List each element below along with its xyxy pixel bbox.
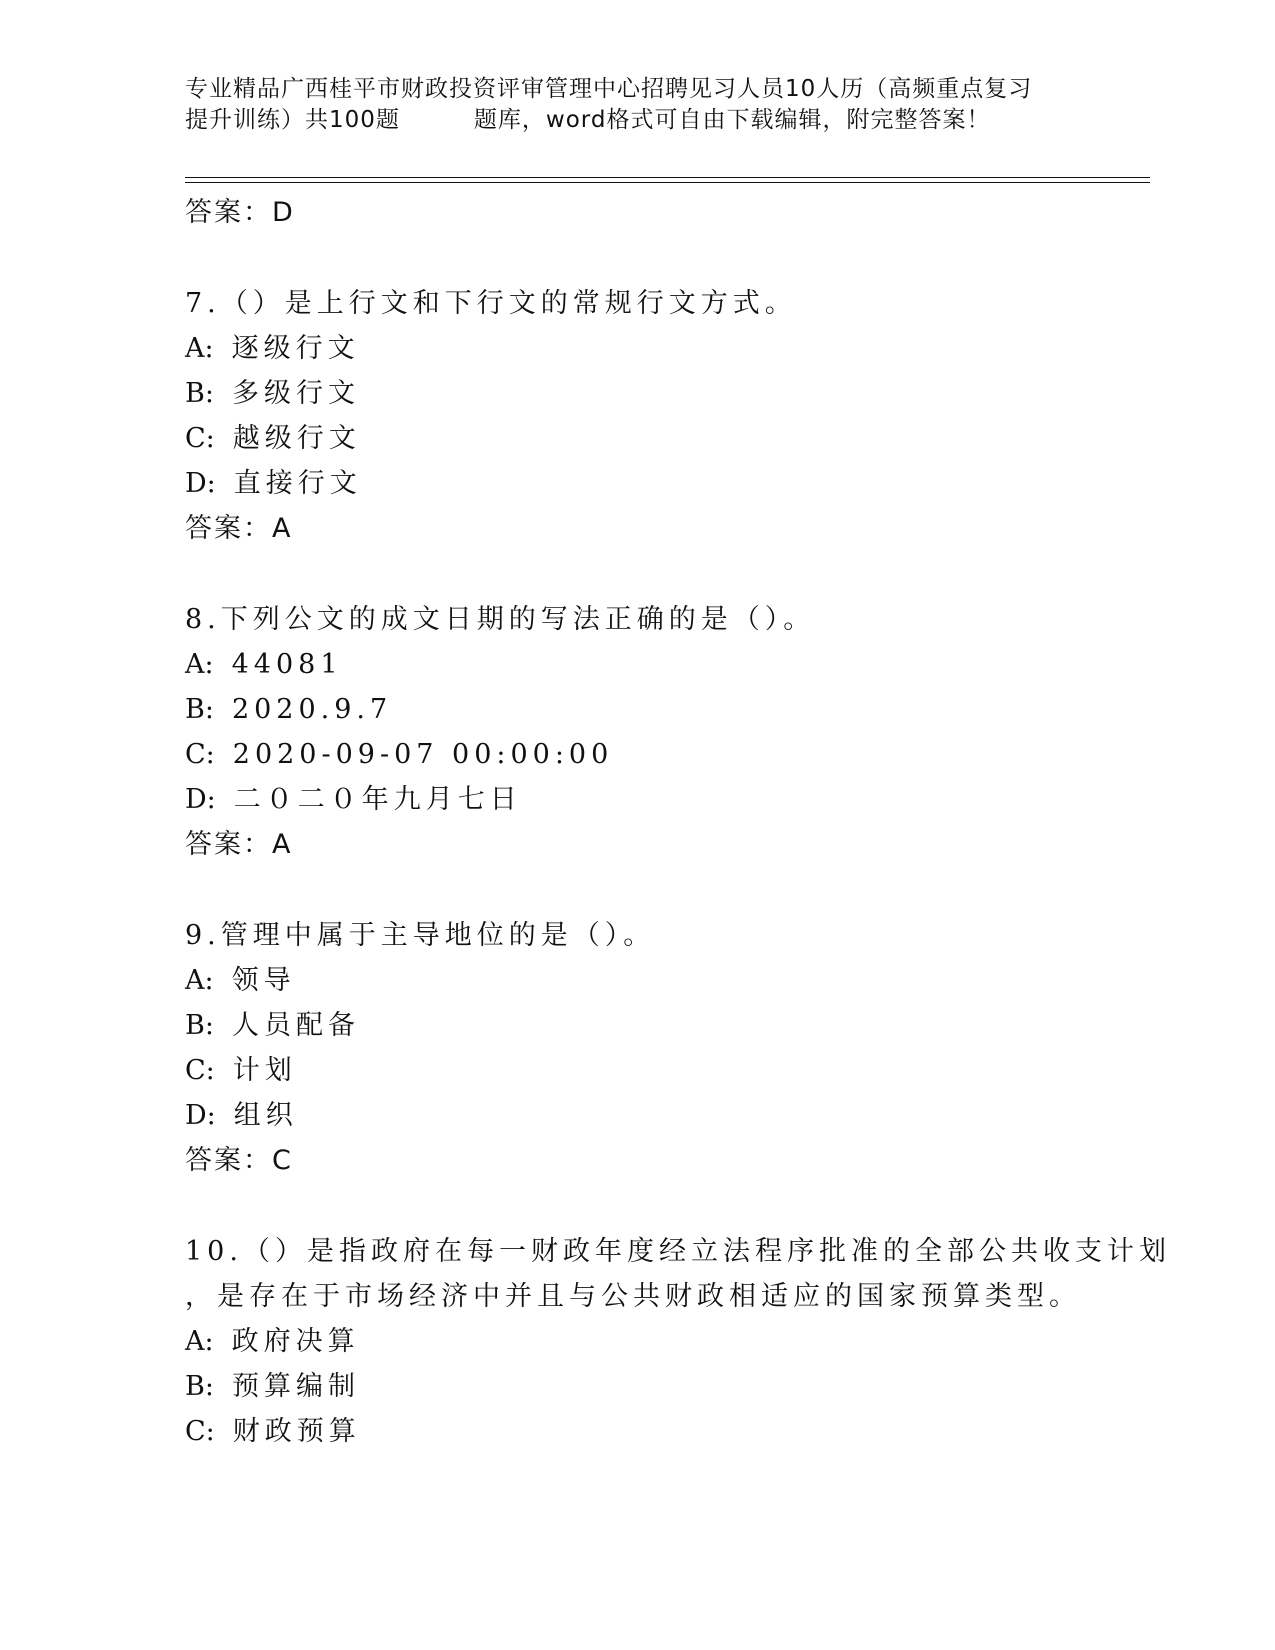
question-7	[185, 281, 1085, 551]
option-d	[185, 461, 1085, 506]
option-text: 组织	[233, 1100, 298, 1131]
option-letter: D:	[185, 1100, 216, 1131]
option-text: 政府决算	[231, 1326, 360, 1357]
option-letter: B:	[185, 1010, 214, 1041]
question-10	[185, 1229, 1171, 1454]
option-letter: C:	[185, 423, 215, 454]
option-text: 领导	[231, 965, 296, 996]
option-letter: C:	[185, 1416, 215, 1447]
question-stem: 8.下列公文的成文日期的写法正确的是（）。	[185, 604, 816, 635]
option-text: 预算编制	[231, 1371, 360, 1402]
answer-label: 答案：	[185, 197, 272, 228]
header-line-2-right: 题库，word格式可自由下载编辑，附完整答案！	[473, 107, 991, 133]
option-c	[185, 732, 1085, 777]
option-letter: B:	[185, 378, 214, 409]
question-stem-line-1: 10.（）是指政府在每一财政年度经立法程序批准的全部公共收支计划	[185, 1236, 1171, 1267]
answer-label: 答案：	[185, 1145, 272, 1176]
option-text: 2020-09-07 00:00:00	[232, 739, 614, 770]
option-letter: A:	[185, 965, 214, 996]
question-answer	[185, 1138, 1085, 1183]
question-answer	[185, 822, 1085, 867]
option-text: 逐级行文	[231, 333, 360, 364]
option-text: 2020.9.7	[231, 694, 393, 725]
answer-label: 答案：	[185, 513, 272, 544]
option-a	[185, 642, 1085, 687]
header-line-2-left: 提升训练）共100题	[185, 107, 400, 133]
answer-value: C	[272, 1145, 291, 1176]
option-text: 越级行文	[232, 423, 361, 454]
option-c	[185, 416, 1085, 461]
option-text: 44081	[231, 649, 343, 680]
question-list	[185, 190, 1171, 1454]
option-text: 人员配备	[231, 1010, 360, 1041]
header-line-1: 专业精品广西桂平市财政投资评审管理中心招聘见习人员10人历（高频重点复习	[185, 76, 1033, 102]
header-rule-bottom	[185, 182, 1150, 183]
answer-value: A	[272, 829, 291, 860]
option-c	[185, 1048, 1085, 1093]
question-stem: 9.管理中属于主导地位的是（）。	[185, 920, 656, 951]
question-stem-line-2: ，是存在于市场经济中并且与公共财政相适应的国家预算类型。	[185, 1281, 1081, 1312]
option-letter: A:	[185, 649, 214, 680]
option-a	[185, 1319, 1085, 1364]
question-answer	[185, 506, 1085, 551]
option-a	[185, 326, 1085, 371]
option-letter: C:	[185, 739, 215, 770]
option-letter: A:	[185, 1326, 214, 1357]
option-b	[185, 1003, 1085, 1048]
option-letter: B:	[185, 1371, 214, 1402]
option-letter: D:	[185, 784, 216, 815]
option-letter: D:	[185, 468, 216, 499]
option-text: 直接行文	[233, 468, 362, 499]
option-c	[185, 1409, 1085, 1454]
option-b	[185, 1364, 1085, 1409]
question-stem: 7.（）是上行文和下行文的常规行文方式。	[185, 288, 797, 319]
option-b	[185, 687, 1085, 732]
option-text: 二０二０年九月七日	[233, 784, 522, 815]
option-text: 计划	[232, 1055, 297, 1086]
question-9	[185, 913, 1085, 1183]
option-d	[185, 777, 1085, 822]
document-header	[185, 74, 1085, 136]
option-letter: C:	[185, 1055, 215, 1086]
answer-label: 答案：	[185, 829, 272, 860]
header-line-2	[185, 105, 1085, 136]
question-8	[185, 597, 1085, 867]
previous-answer	[185, 190, 1085, 235]
option-b	[185, 371, 1085, 416]
answer-value: D	[272, 197, 293, 228]
answer-value: A	[272, 513, 291, 544]
option-d	[185, 1093, 1085, 1138]
header-rule-top	[185, 177, 1150, 178]
option-text: 财政预算	[232, 1416, 361, 1447]
option-text: 多级行文	[231, 378, 360, 409]
option-letter: A:	[185, 333, 214, 364]
option-a	[185, 958, 1085, 1003]
option-letter: B:	[185, 694, 214, 725]
